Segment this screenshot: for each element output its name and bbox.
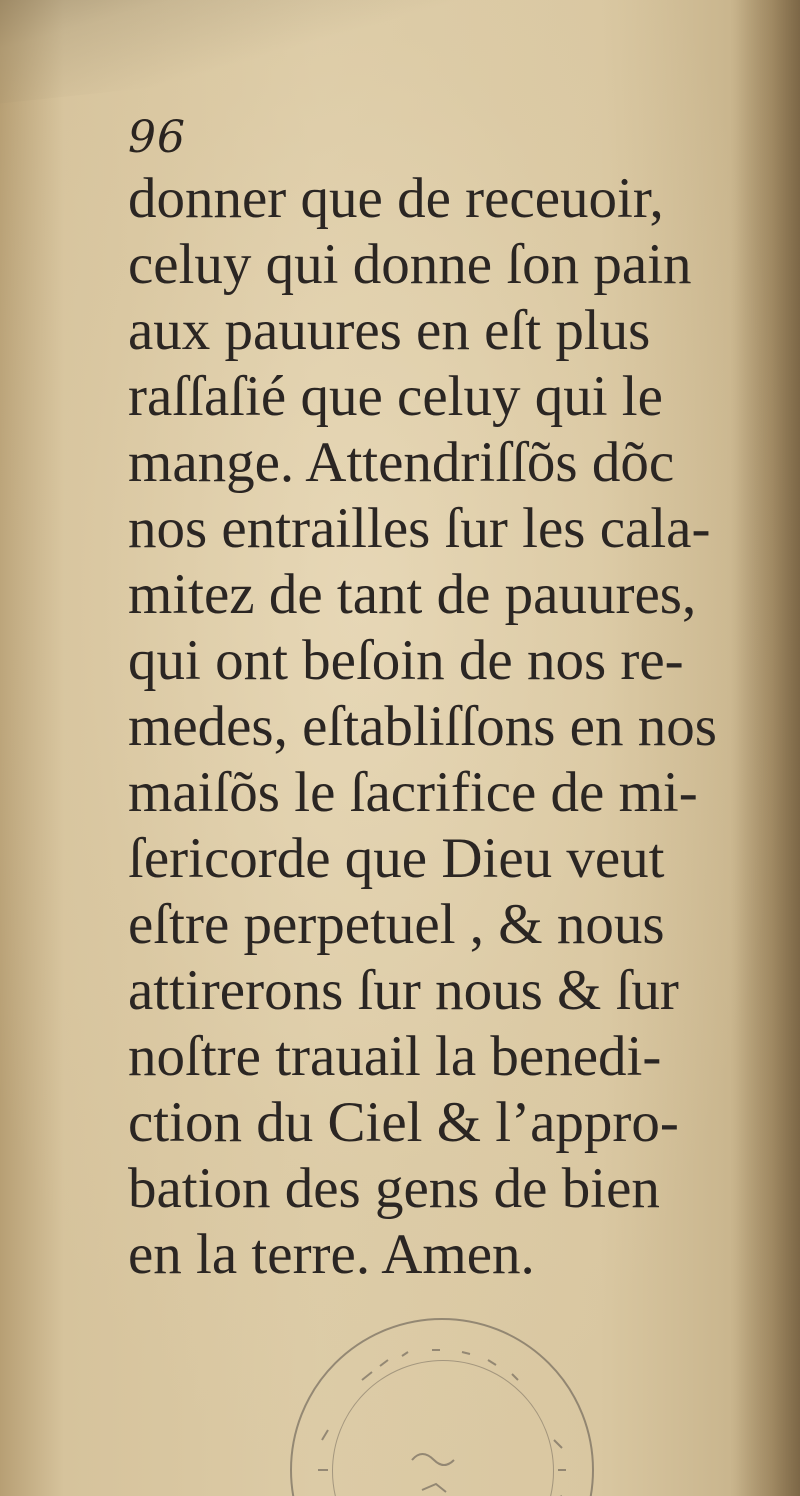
text-line: en la terre. Amen. bbox=[128, 1223, 535, 1286]
text-line: maiſõs le ſacrifice de mi- bbox=[128, 761, 698, 824]
text-line: eſtre perpetuel , & nous bbox=[128, 893, 665, 956]
text-line: aux pauures en eſt plus bbox=[128, 299, 651, 362]
text-line: medes, eſtabliſſons en nos bbox=[128, 695, 717, 758]
text-body bbox=[128, 166, 748, 1288]
text-line: attirerons ſur nous & ſur bbox=[128, 959, 679, 1022]
text-line: donner que de receuoir, bbox=[128, 167, 664, 230]
page-number: 96 bbox=[128, 112, 186, 163]
text-line: ſericorde que Dieu veut bbox=[128, 827, 665, 890]
text-line: qui ont beſoin de nos re- bbox=[128, 629, 684, 692]
text-line: mange. Attendriſſõs dõc bbox=[128, 431, 675, 494]
text-line: raſſaſié que celuy qui le bbox=[128, 365, 663, 428]
text-line: bation des gens de bien bbox=[128, 1157, 660, 1220]
library-stamp-icon bbox=[290, 1318, 594, 1496]
page-fold-shadow bbox=[0, 0, 486, 107]
stamp-marks bbox=[292, 1320, 592, 1496]
text-line: celuy qui donne ſon pain bbox=[128, 233, 692, 296]
text-line: mitez de tant de pauures, bbox=[128, 563, 697, 626]
text-line: nos entrailles ſur les cala- bbox=[128, 497, 711, 560]
text-line: noſtre trauail la benedi- bbox=[128, 1025, 662, 1088]
text-line: ction du Ciel & l’appro- bbox=[128, 1091, 679, 1154]
